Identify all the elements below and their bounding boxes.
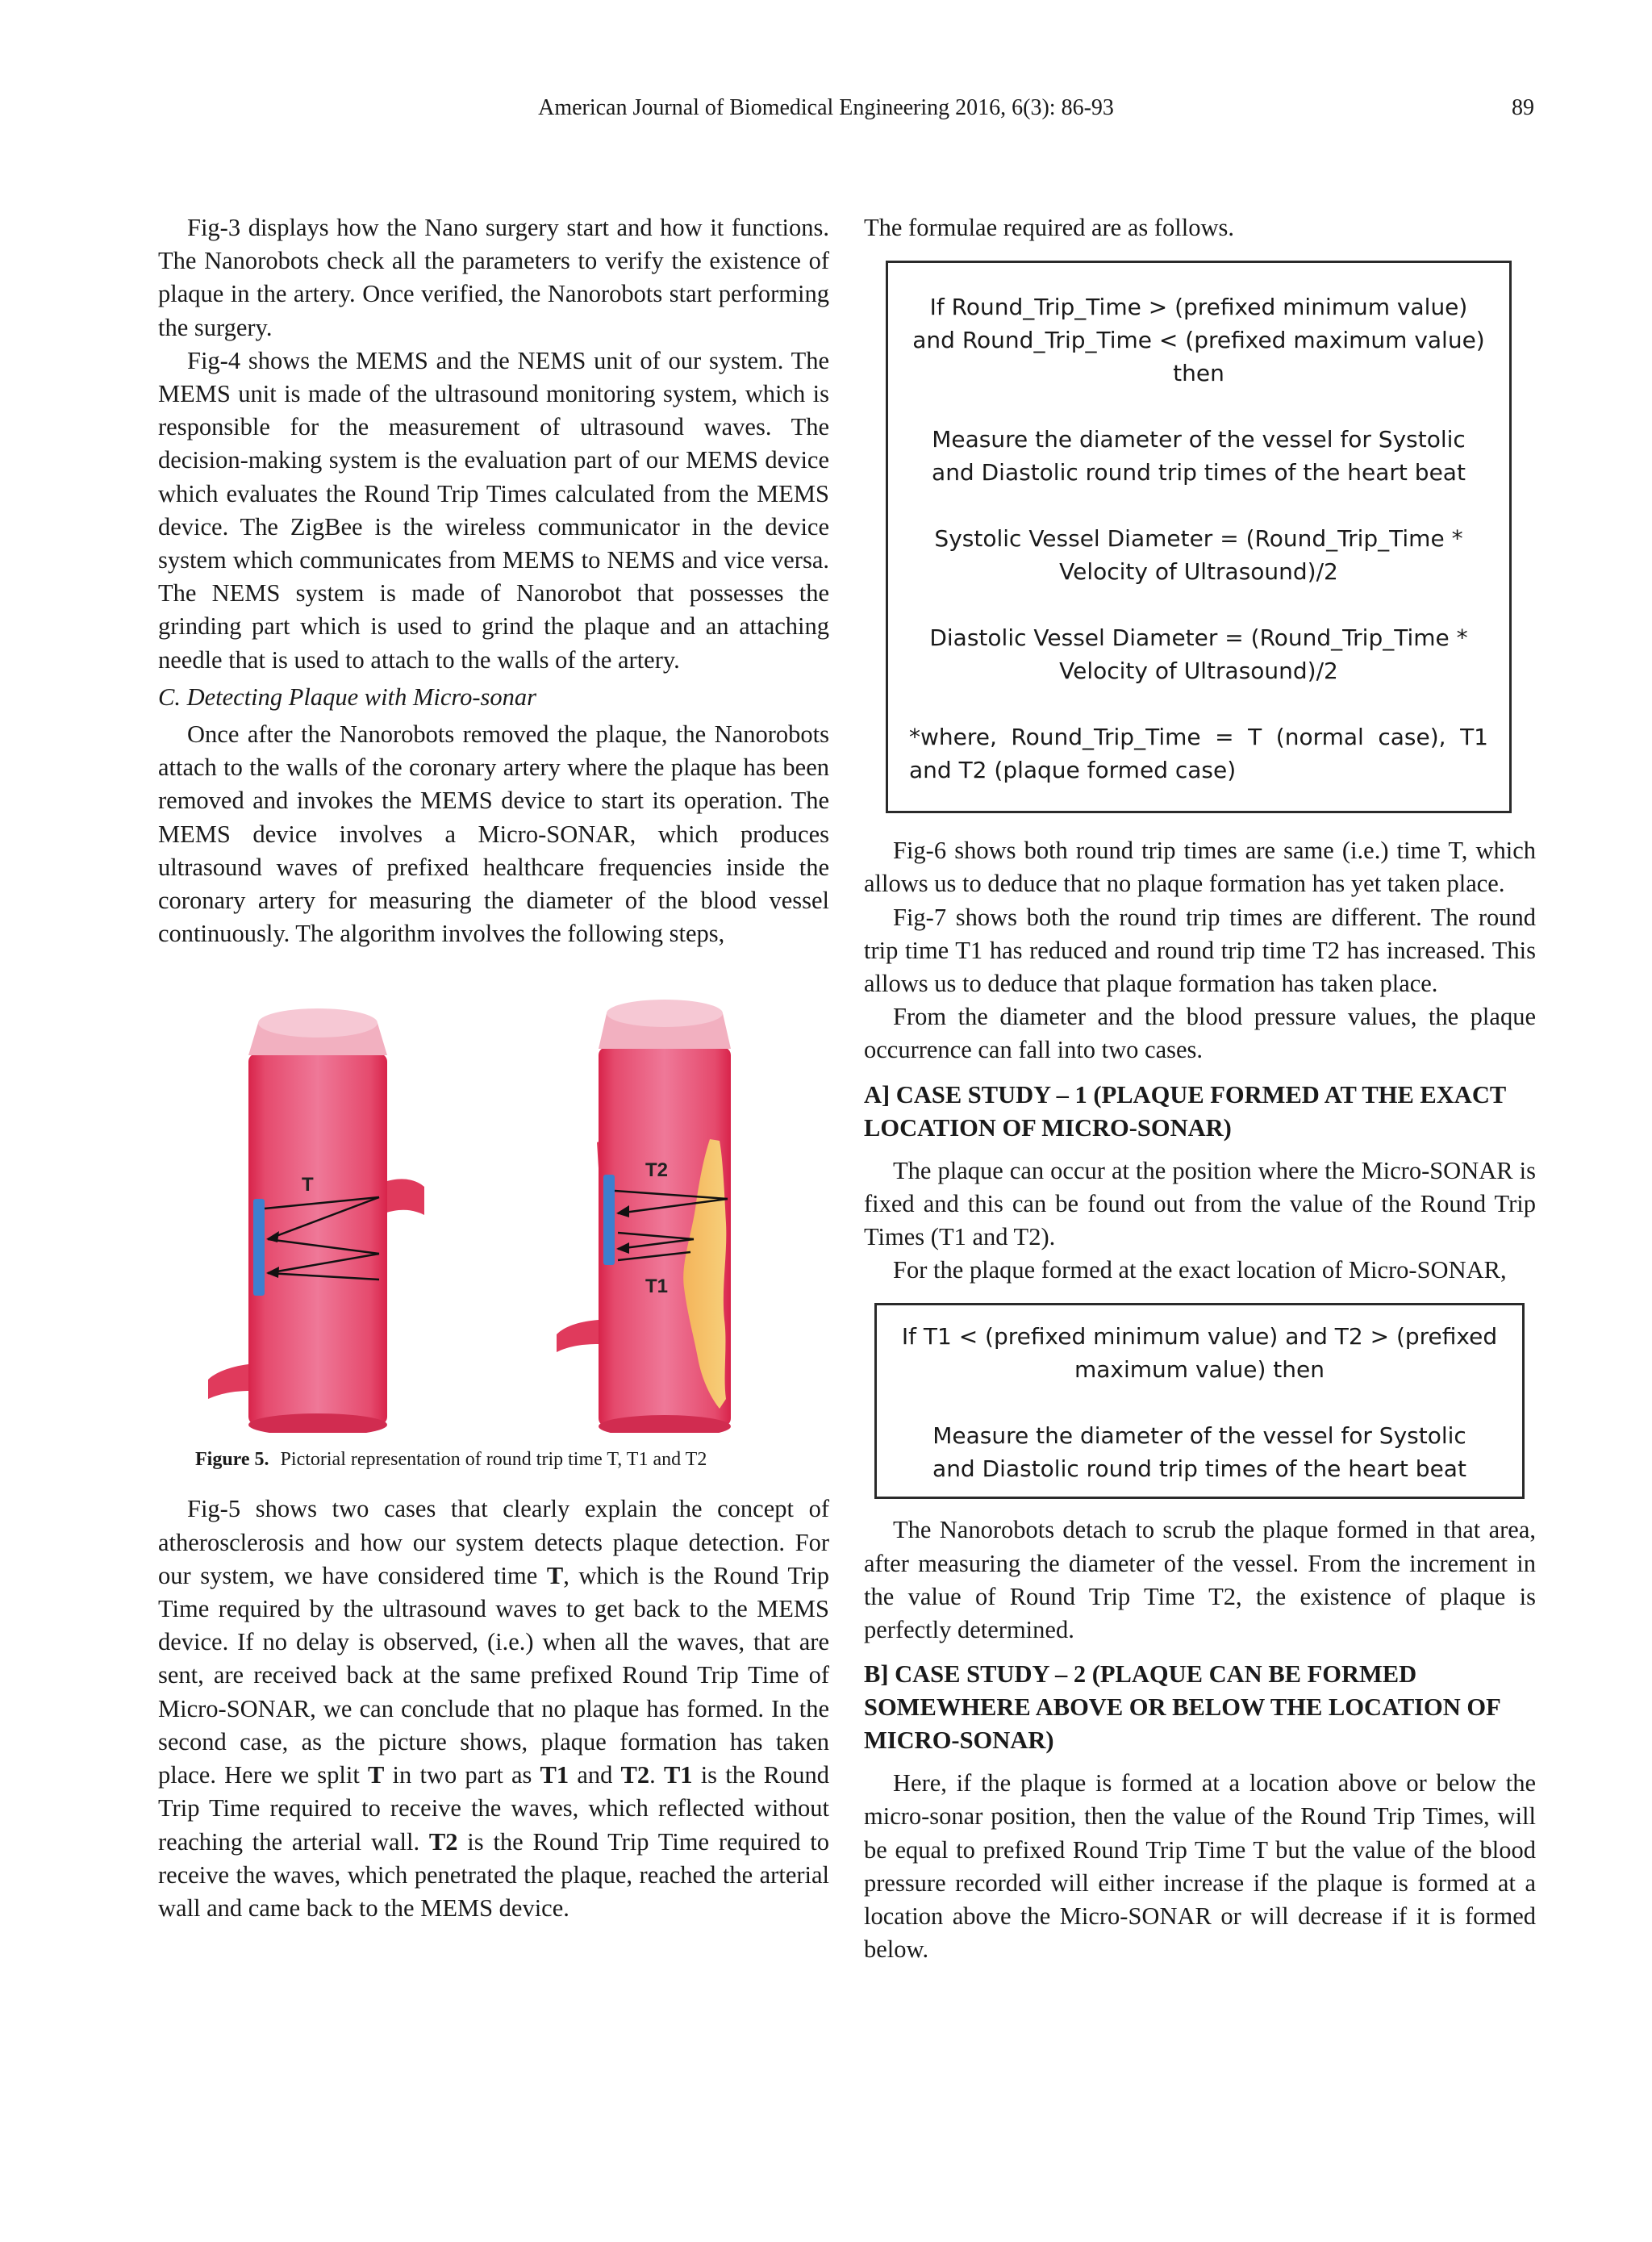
text-run: and <box>569 1761 621 1789</box>
label-t1: T1 <box>645 1275 669 1298</box>
label-t: T <box>302 1174 314 1196</box>
paragraph-fig4: Fig-4 shows the MEMS and the NEMS unit of our system. The MEMS unit is made of the ultrasound monitoring system, which is responsible for the measurement of ultrasound waves. The decision-making system is the evaluation part of our MEMS device which evaluates the Round Trip Times calculated from the MEMS device. The ZigBee is the wireless communicator in the device system which communicates from MEMS to NEMS and vice versa. The NEMS system is made of Nanorobot that possesses the grinding part which is used to grind the plaque and an attaching needle that is used to attach to the walls of the artery. <box>158 346 829 674</box>
heading-case-study-1: A] CASE STUDY – 1 (PLAQUE FORMED AT THE EXACT LOCATION OF MICRO-SONAR) <box>864 1080 1506 1142</box>
bold-term: T <box>368 1761 385 1789</box>
heading-case-study-2: B] CASE STUDY – 2 (PLAQUE CAN BE FORMED SOMEWHERE ABOVE OR BELOW THE LOCATION OF MICRO-SONAR) <box>864 1660 1500 1755</box>
paragraph-case1-intro: For the plaque formed at the exact location of Micro-SONAR, <box>893 1256 1507 1284</box>
figure-caption <box>195 1447 829 1472</box>
bold-term: T <box>546 1561 564 1589</box>
formula-line: If Round_Trip_Time > (prefixed minimum value) <box>929 294 1468 321</box>
vessel-top <box>258 1008 378 1037</box>
formula-line: maximum value) then <box>1074 1356 1325 1384</box>
bold-term: T1 <box>663 1761 693 1789</box>
text-run: is the Round Trip Time required to receive the waves, which penetrated the plaque, reached the arterial wall and came back to the MEMS device. <box>158 1827 829 1922</box>
formula-line: Velocity of Ultrasound)/2 <box>1059 658 1338 685</box>
paragraph-fig6: Fig-6 shows both round trip times are same (i.e.) time T, which allows us to deduce that no plaque formation has yet taken place. <box>864 837 1536 898</box>
journal-citation: American Journal of Biomedical Engineering 2016, 6(3): 86-93 <box>538 95 1114 120</box>
branch-top-right <box>382 1179 424 1216</box>
artery-plaque <box>557 1000 731 1433</box>
formula-intro: The formulae required are as follows. <box>864 214 1235 241</box>
paragraph-micro-sonar: Once after the Nanorobots removed the plaque, the Nanorobots attach to the walls of the coronary artery where the plaque has been removed and invokes the MEMS device to start its operation. The MEMS device involves a Micro-SONAR, which produces ultrasound waves of prefixed healthcare frequencies inside the coronary artery for measuring the diameter of the blood vessel continuously. The algorithm involves the following steps, <box>158 720 829 948</box>
formula-line: Diastolic Vessel Diameter = (Round_Trip_Time * <box>929 624 1468 652</box>
formula-box-case1 <box>874 1303 1525 1499</box>
branch-bottom-left-2 <box>557 1320 599 1352</box>
text-run: is the Round Trip Time required to receive the waves, which reflected without reaching the arterial wall. <box>158 1761 830 1856</box>
paragraph-case2: Here, if the plaque is formed at a location above or below the micro-sonar position, then the value of the Round Trip Times, will be equal to prefixed Round Trip Time T but the value of the blood pressure recorded will either increase if the plaque is formed at a location above the Micro-SONAR or will decrease if it is formed below. <box>864 1769 1536 1964</box>
caption-text: Pictorial representation of round trip time T, T1 and T2 <box>280 1449 707 1471</box>
text-run: . <box>649 1761 664 1789</box>
section-subheading: C. Detecting Plaque with Micro-sonar <box>158 683 537 711</box>
paragraph-detach: The Nanorobots detach to scrub the plaque formed in that area, after measuring the diameter of the vessel. From the increment in the value of Round Trip Time T2, the existence of plaque is perfectly determined. <box>864 1516 1536 1644</box>
figure-5-illustration <box>158 997 829 1433</box>
right-column <box>864 211 1536 1966</box>
formula-line: and Round_Trip_Time < (prefixed maximum value) <box>912 327 1485 354</box>
label-t2: T2 <box>645 1159 669 1182</box>
text-run: , which is the Round Trip Time required by the ultrasound waves to get back to the MEMS device. If no delay is observed, (i.e.) when all the waves, that are sent, are received back at the same prefixed Round Trip Time of Micro-SONAR, we can conclude that no plaque has formed. In the second case, as the picture shows, plaque formation has taken place. Here we split <box>158 1561 829 1789</box>
bold-term: T2 <box>428 1827 458 1856</box>
formula-line: If T1 < (prefixed minimum value) and T2 > (prefixed <box>901 1323 1498 1351</box>
caption-label: Figure 5. <box>195 1449 269 1471</box>
branch-bottom-left <box>208 1364 250 1399</box>
micro-sonar-sensor-2 <box>603 1175 615 1265</box>
artery-diagram <box>158 997 829 1433</box>
formula-box-round-trip <box>886 261 1512 813</box>
formula-line: Measure the diameter of the vessel for Systolic <box>932 426 1466 453</box>
formula-line: then <box>1173 360 1224 387</box>
paragraph-fig5 <box>158 1493 829 1925</box>
formula-line: Measure the diameter of the vessel for Systolic <box>932 1422 1466 1450</box>
formula-line: and Diastolic round trip times of the heart beat <box>932 1455 1466 1483</box>
left-column <box>158 211 829 1925</box>
paragraph-cases: From the diameter and the blood pressure values, the plaque occurrence can fall into two cases. <box>864 1003 1536 1064</box>
paragraph-fig3: Fig-3 displays how the Nano surgery start and how it functions. The Nanorobots check all the parameters to verify the existence of plaque in the artery. Once verified, the Nanorobots start performing the surgery. <box>158 214 829 341</box>
bold-term: T2 <box>620 1761 650 1789</box>
micro-sonar-sensor <box>253 1199 265 1296</box>
artery-normal <box>208 1008 424 1433</box>
formula-line: Velocity of Ultrasound)/2 <box>1059 558 1338 586</box>
page-number: 89 <box>1512 95 1534 120</box>
formula-line: Systolic Vessel Diameter = (Round_Trip_Time * <box>934 525 1463 553</box>
formula-line: and Diastolic round trip times of the heart beat <box>932 459 1466 486</box>
vessel-top-2 <box>607 1000 723 1027</box>
page-header <box>0 95 1652 127</box>
formula-note: *where, Round_Trip_Time = T (normal case), T1 and T2 (plaque formed case) <box>909 724 1488 784</box>
paragraph-case1: The plaque can occur at the position where the Micro-SONAR is fixed and this can be found out from the value of the Round Trip Times (T1 and T2). <box>864 1156 1536 1251</box>
bold-term: T1 <box>540 1761 569 1789</box>
paragraph-fig7: Fig-7 shows both the round trip times are different. The round trip time T1 has reduced and round trip time T2 has increased. This allows us to deduce that plaque formation has taken place. <box>864 903 1536 998</box>
text-run: Fig-5 shows two cases that clearly explain the concept of atherosclerosis and how our system detects plaque detection. For our system, we have considered time <box>158 1495 829 1589</box>
text-run: in two part as <box>384 1761 540 1789</box>
